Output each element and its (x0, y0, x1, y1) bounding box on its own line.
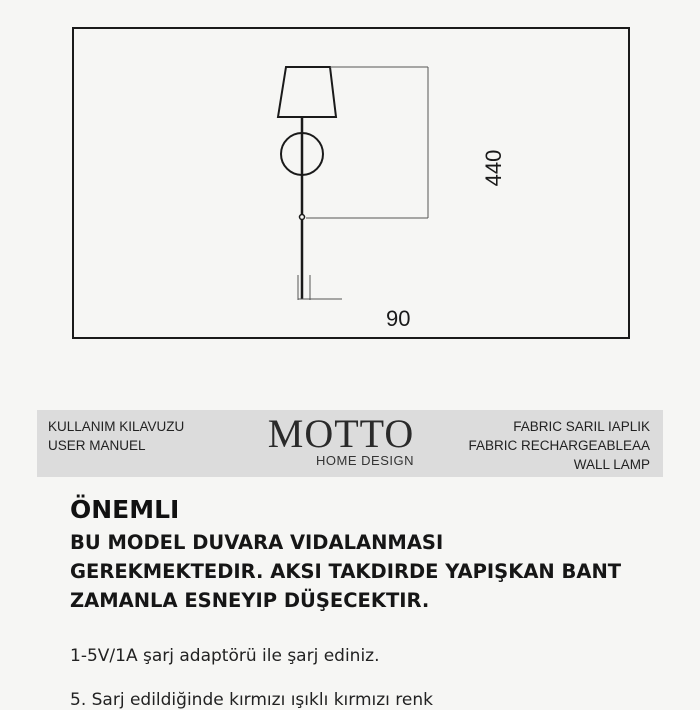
wall-lamp-drawing (74, 29, 628, 337)
manual-label (48, 417, 184, 455)
lamp-joint (300, 215, 305, 220)
next-instruction-partial: 5. Sarj edildiğinde kırmızı ışıklı kırmızı renk (70, 690, 433, 710)
warning-line-2: GEREKMEKTEDIR. AKSI TAKDIRDE YAPIŞKAN BANT (70, 560, 622, 583)
product-name-line-3: WALL LAMP (573, 457, 650, 472)
warning-line-1: BU MODEL DUVARA VIDALANMASI (70, 531, 444, 554)
manual-label-en: USER MANUEL (48, 438, 146, 453)
brand-subtitle: HOME DESIGN (316, 453, 414, 468)
product-label-band (37, 410, 663, 477)
manual-label-tr: KULLANIM KILAVUZU (48, 419, 185, 434)
important-heading: ÖNEMLI (70, 495, 180, 524)
warning-line-3: ZAMANLA ESNEYIP DÜŞECEKTIR. (70, 589, 430, 612)
brand-name: MOTTO (267, 411, 415, 456)
product-name-line-2: FABRIC RECHARGEABLEAA (468, 438, 650, 453)
warning-text (70, 528, 670, 615)
width-dimension-label: 90 (386, 306, 411, 331)
charging-instruction: 1-5V/1A şarj adaptörü ile şarj ediniz. (70, 646, 380, 666)
product-name-line-1: FABRIC SARIL IAPLIK (513, 419, 650, 434)
brand-logo (261, 410, 421, 468)
product-name (468, 417, 650, 474)
technical-drawing-frame (72, 27, 630, 339)
height-dimension-label: 440 (481, 149, 506, 187)
lamp-shade (278, 67, 336, 117)
